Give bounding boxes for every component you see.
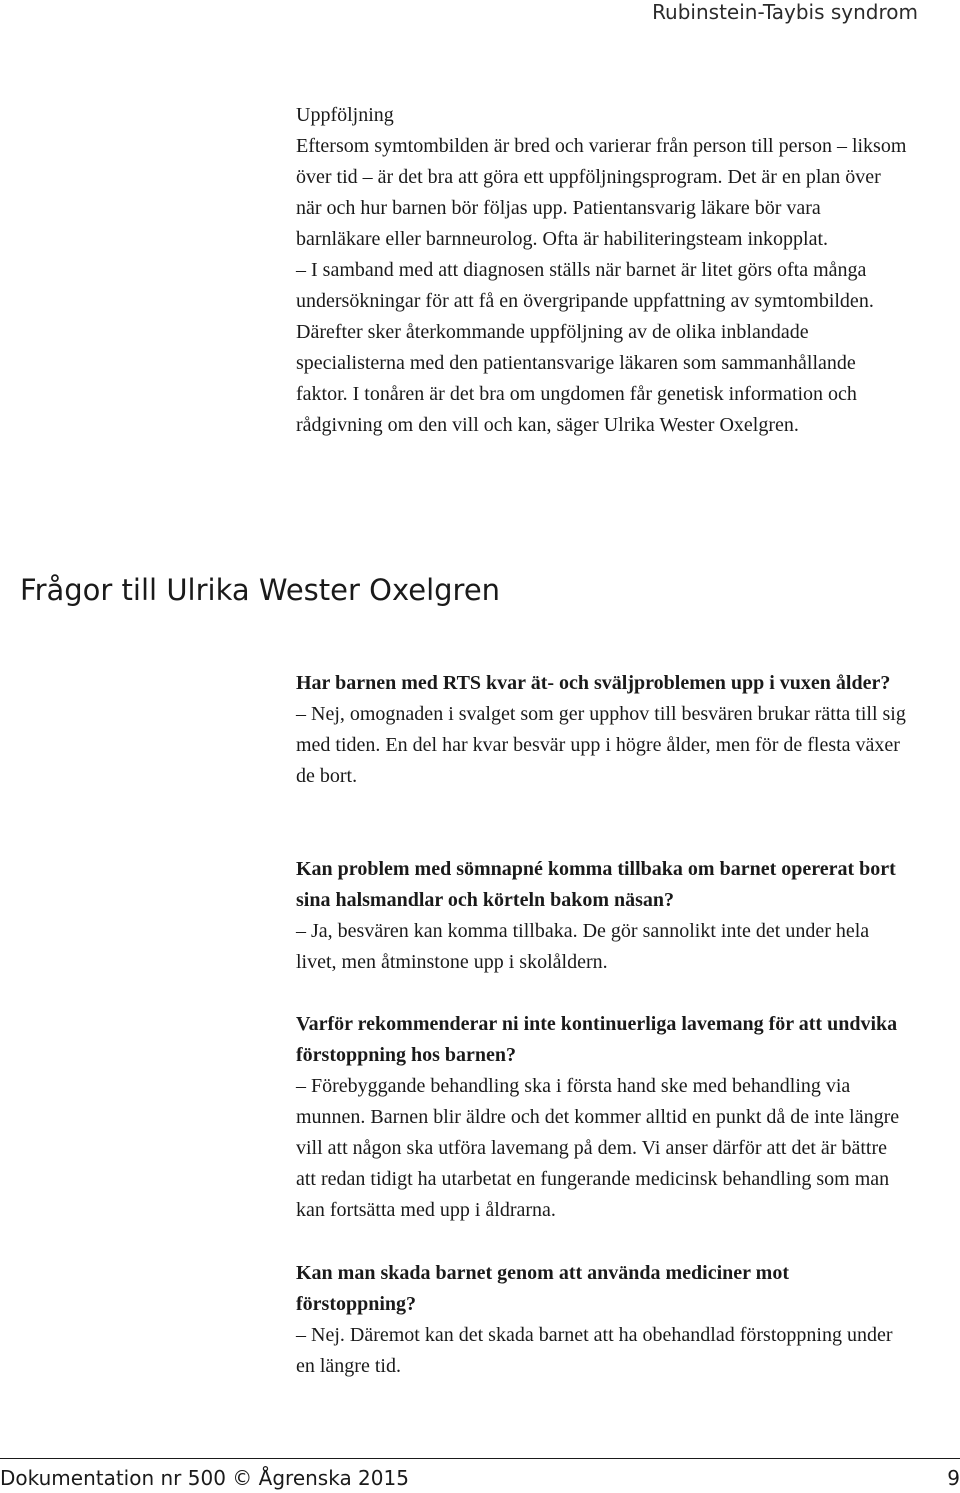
- qa-question: Kan problem med sömnapné komma tillbaka om barnet opererat bort sina halsmandlar och körteln bakom näsan?: [296, 858, 896, 911]
- footer-publication: Dokumentation nr 500 © Ågrenska 2015: [0, 1466, 409, 1490]
- qa-question: Har barnen med RTS kvar ät- och sväljproblemen upp i vuxen ålder?: [296, 672, 891, 694]
- qa-item: [296, 854, 908, 978]
- qa-answer: – Nej. Däremot kan det skada barnet att ha obehandlad förstoppning under en längre tid.: [296, 1324, 893, 1377]
- qa-answer: – Förebyggande behandling ska i första hand ske med behandling via munnen. Barnen blir äldre och det kommer alltid en punkt då de inte längre vill att någon ska utföra lavemang på dem. Vi anser därför att det är bättre att redan tidigt ha utarbetat en fungerande medicinsk behandling som man kan fortsätta med upp i åldrarna.: [296, 1075, 900, 1221]
- qa-item: [296, 1258, 908, 1382]
- qa-item: [296, 1009, 908, 1226]
- page-number: 9: [947, 1466, 960, 1490]
- qa-answer: – Nej, omognaden i svalget som ger upphov till besvären brukar rätta till sig med tiden. En del har kvar besvär upp i högre ålder, men för de flesta växer de bort.: [296, 703, 906, 787]
- article-body: [296, 100, 908, 441]
- qa-question: Kan man skada barnet genom att använda mediciner mot förstoppning?: [296, 1262, 789, 1315]
- footer-divider: [0, 1458, 960, 1459]
- section-subheading: Uppföljning: [296, 104, 394, 126]
- qa-answer: – Ja, besvären kan komma tillbaka. De gör sannolikt inte det under hela livet, men åtminstone upp i skolåldern.: [296, 920, 870, 973]
- qa-question: Varför rekommenderar ni inte kontinuerliga lavemang för att undvika förstoppning hos barnen?: [296, 1013, 898, 1066]
- qa-section-title: Frågor till Ulrika Wester Oxelgren: [20, 573, 501, 607]
- qa-item: [296, 668, 908, 792]
- article-paragraph: Eftersom symtombilden är bred och varierar från person till person – liksom över tid – är det bra att göra ett uppföljningsprogram. Det är en plan över när och hur barnen bör följas upp. Patientansvarig läkare bör vara barnläkare eller barnneurolog. Ofta är habiliteringsteam inkopplat.: [296, 135, 907, 250]
- running-header: Rubinstein-Taybis syndrom: [652, 0, 918, 24]
- article-paragraph: – I samband med att diagnosen ställs när barnet är litet görs ofta många undersökningar för att få en övergripande uppfattning av symtombilden. Därefter sker återkommande uppföljning av de olika inblandade specialisterna med den patientansvarige läkaren som sammanhållande faktor. I tonåren är det bra om ungdomen får genetisk information och rådgivning om den vill och kan, säger Ulrika Wester Oxelgren.: [296, 259, 874, 436]
